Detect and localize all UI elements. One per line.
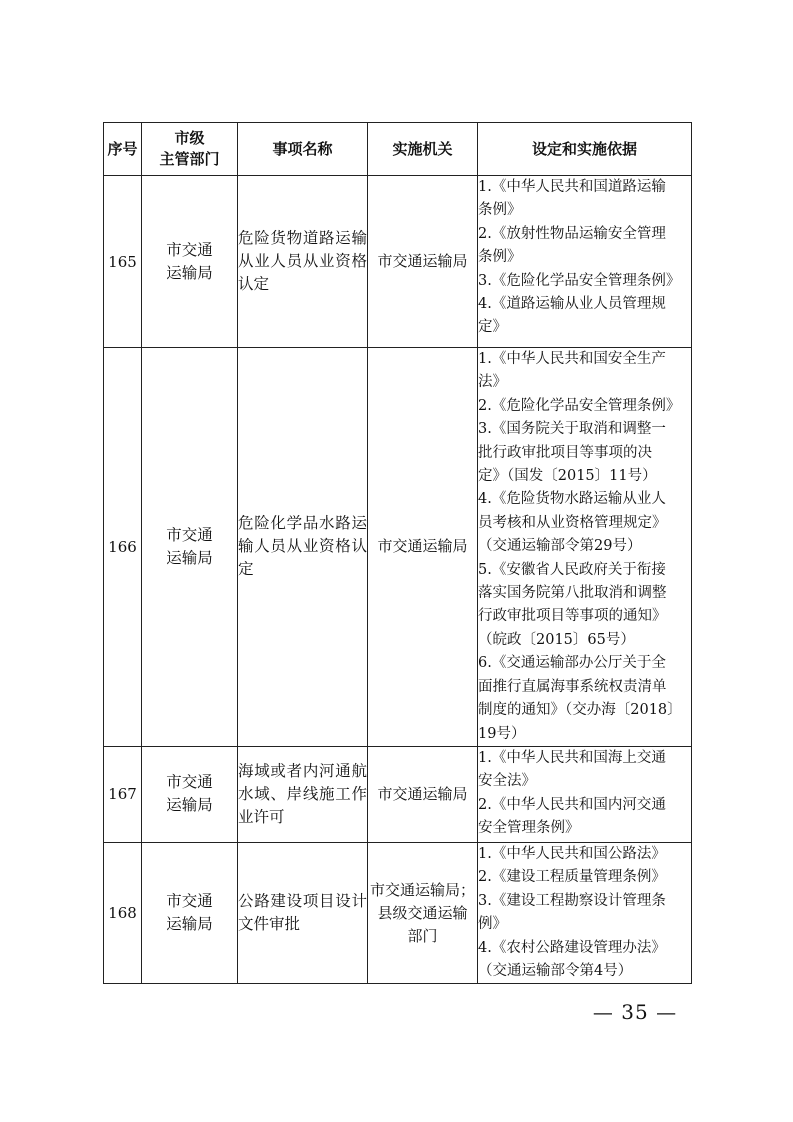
row-basis-line: 3.《国务院关于取消和调整一 bbox=[478, 421, 666, 438]
row-dept-line: 市交通 bbox=[166, 892, 213, 911]
header-org: 实施机关 bbox=[368, 123, 478, 176]
table-row bbox=[104, 348, 692, 747]
table-header-row bbox=[104, 123, 692, 176]
row-basis-line: 1.《中华人民共和国海上交通 bbox=[478, 749, 666, 766]
row-dept-line: 市交通 bbox=[166, 773, 213, 792]
page-number: — 35 — bbox=[592, 1000, 678, 1024]
row-basis-line: （交通运输部令第4号） bbox=[478, 962, 633, 979]
row-dept bbox=[142, 746, 238, 842]
row-basis-line: 2.《危险化学品安全管理条例》 bbox=[478, 397, 681, 414]
row-seq: 165 bbox=[104, 176, 142, 348]
row-basis-line: 面推行直属海事系统权责清单 bbox=[478, 678, 667, 695]
row-seq: 166 bbox=[104, 348, 142, 747]
row-item-name: 公路建设项目设计文件审批 bbox=[238, 842, 368, 983]
row-basis-line: 3.《建设工程勘察设计管理条 bbox=[478, 892, 666, 909]
row-basis-line: 1.《中华人民共和国公路法》 bbox=[478, 845, 666, 862]
row-dept-line: 运输局 bbox=[166, 548, 213, 567]
row-org bbox=[368, 842, 478, 983]
row-basis-line: 2.《放射性物品运输安全管理 bbox=[478, 225, 666, 242]
row-org bbox=[368, 176, 478, 348]
row-org-line: 县级交通运输 bbox=[377, 903, 468, 922]
row-basis-line: 批行政审批项目等事项的决 bbox=[478, 444, 652, 461]
row-dept bbox=[142, 842, 238, 983]
row-org bbox=[368, 746, 478, 842]
row-basis-line: 安全法》 bbox=[478, 773, 536, 790]
row-basis-line: 行政审批项目等事项的通知》 bbox=[478, 608, 667, 625]
row-org-line: 市交通运输局 bbox=[377, 537, 468, 556]
table-row bbox=[104, 176, 692, 348]
row-basis-line: 安全管理条例》 bbox=[478, 820, 580, 837]
row-basis-line: 2.《建设工程质量管理条例》 bbox=[478, 869, 666, 886]
row-basis-line: 19号） bbox=[478, 725, 526, 742]
items-table bbox=[103, 122, 692, 984]
row-dept bbox=[142, 348, 238, 747]
row-basis bbox=[478, 746, 692, 842]
row-basis-line: 制度的通知》（交办海〔2018〕 bbox=[478, 702, 682, 719]
row-basis-line: 4.《危险货物水路运输从业人 bbox=[478, 491, 666, 508]
row-org-line: 市交通运输局； bbox=[369, 880, 475, 899]
header-name: 事项名称 bbox=[238, 123, 368, 176]
row-basis-line: 2.《中华人民共和国内河交通 bbox=[478, 796, 666, 813]
row-basis-line: 定》（国发〔2015〕11号） bbox=[478, 468, 657, 485]
row-dept-line: 运输局 bbox=[166, 796, 213, 815]
row-org-line: 市交通运输局 bbox=[377, 252, 468, 270]
row-basis-line: 例》 bbox=[478, 916, 507, 933]
row-basis-line: 4.《农村公路建设管理办法》 bbox=[478, 939, 666, 956]
row-basis-line: 1.《中华人民共和国安全生产 bbox=[478, 351, 666, 367]
row-seq: 167 bbox=[104, 746, 142, 842]
row-basis-line: 4.《道路运输从业人员管理规 bbox=[478, 296, 666, 313]
row-basis bbox=[478, 842, 692, 983]
row-basis-line: 员考核和从业资格管理规定》 bbox=[478, 514, 667, 531]
header-seq: 序号 bbox=[104, 123, 142, 176]
row-dept-line: 运输局 bbox=[166, 263, 213, 282]
row-dept-line: 市交通 bbox=[166, 525, 213, 544]
row-basis-line: 条例》 bbox=[478, 202, 522, 219]
row-org-line: 部门 bbox=[407, 926, 438, 945]
row-org-line: 市交通运输局 bbox=[377, 784, 468, 803]
row-dept bbox=[142, 176, 238, 348]
table-row bbox=[104, 842, 692, 983]
row-basis-line: 3.《危险化学品安全管理条例》 bbox=[478, 272, 681, 289]
header-dept-line1: 市级 bbox=[174, 129, 205, 147]
table-body bbox=[104, 176, 692, 984]
row-item-name: 危险化学品水路运输人员从业资格认定 bbox=[238, 348, 368, 747]
row-basis-line: 5.《安徽省人民政府关于衔接 bbox=[478, 561, 666, 578]
row-basis bbox=[478, 176, 692, 348]
header-dept-line2: 主管部门 bbox=[159, 150, 220, 168]
header-basis: 设定和实施依据 bbox=[478, 123, 692, 176]
row-basis-line: 法》 bbox=[478, 374, 507, 391]
row-item-name: 海域或者内河通航水域、岸线施工作业许可 bbox=[238, 746, 368, 842]
row-seq: 168 bbox=[104, 842, 142, 983]
table-row bbox=[104, 746, 692, 842]
row-basis-line: 定》 bbox=[478, 319, 507, 336]
header-dept bbox=[142, 123, 238, 176]
row-basis bbox=[478, 348, 692, 747]
row-basis-line: 条例》 bbox=[478, 249, 522, 266]
row-basis-line: 落实国务院第八批取消和调整 bbox=[478, 585, 667, 602]
row-dept-line: 运输局 bbox=[166, 915, 213, 934]
row-org bbox=[368, 348, 478, 747]
row-basis-line: 1.《中华人民共和国道路运输 bbox=[478, 179, 666, 195]
row-basis-line: 6.《交通运输部办公厅关于全 bbox=[478, 655, 666, 672]
row-basis-line: （皖政〔2015〕65号） bbox=[478, 631, 635, 648]
row-item-name: 危险货物道路运输从业人员从业资格认定 bbox=[238, 176, 368, 348]
row-basis-line: （交通运输部令第29号） bbox=[478, 538, 642, 555]
row-dept-line: 市交通 bbox=[166, 240, 213, 259]
